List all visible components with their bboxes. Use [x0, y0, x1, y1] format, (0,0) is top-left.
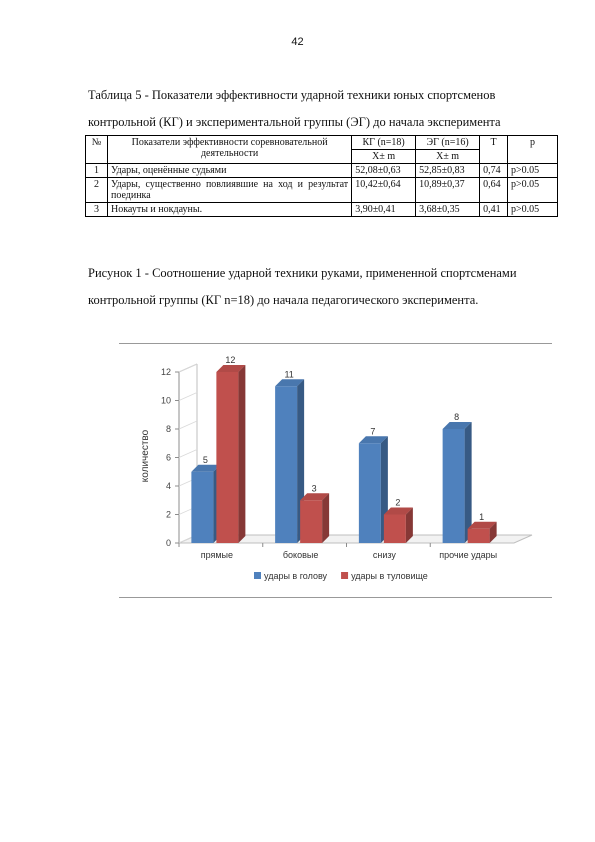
y-axis-label: количество [140, 429, 151, 483]
row-indicator: Удары, существенно повлиявшие на ход и результат поединка [107, 178, 351, 203]
x-tick-label: снизу [372, 550, 396, 560]
row-t: 0,41 [480, 203, 508, 217]
bar-value-label: 3 [311, 483, 317, 494]
row-p: p>0.05 [508, 164, 558, 178]
row-eg: 10,89±0,37 [416, 178, 480, 203]
header-t: T [480, 136, 508, 164]
table-row [86, 164, 558, 178]
bar-value-label: 1 [479, 511, 485, 522]
row-eg: 3,68±0,35 [416, 203, 480, 217]
row-indicator: Удары, оценённые судьями [107, 164, 351, 178]
bar [384, 515, 406, 544]
y-tick-label: 2 [165, 509, 171, 520]
figure-caption: Рисунок 1 - Соотношение ударной техники руками, примененной спортсменами контрольной группы (КГ n=18) до начала педагогического эксперимента. [88, 266, 517, 307]
row-kg: 52,08±0,63 [352, 164, 416, 178]
bar-value-label: 12 [225, 355, 236, 365]
y-tick-depth-line [179, 364, 197, 372]
x-tick-label: прямые [200, 550, 234, 560]
x-tick-label: прочие удары [439, 550, 498, 560]
table-caption: Таблица 5 - Показатели эффективности ударной техники юных спортсменов контрольной (КГ) и экспериментальной группы (ЭГ) до начала эксперимента [88, 88, 501, 129]
header-num: № [86, 136, 108, 164]
bar [359, 443, 381, 543]
bar [443, 429, 465, 543]
row-eg: 52,85±0,83 [416, 164, 480, 178]
bar-side [322, 493, 329, 543]
bar-side [238, 365, 245, 543]
bar-chart-svg [119, 344, 552, 597]
header-kg: КГ (n=18) [352, 136, 416, 150]
bar [191, 472, 213, 543]
header-indicator: Показатели эффективности соревновательной деятельности [107, 136, 351, 164]
row-kg: 10,42±0,64 [352, 178, 416, 203]
y-tick-label: 0 [165, 538, 171, 548]
bar-side [465, 422, 472, 543]
row-num: 2 [86, 178, 108, 203]
bar [216, 372, 238, 543]
bar-value-label: 2 [395, 497, 401, 508]
legend-label: удары в туловище [351, 571, 428, 581]
y-tick-label: 4 [165, 481, 171, 491]
bar [468, 529, 490, 543]
legend-swatch [254, 572, 261, 579]
bar-value-label: 8 [454, 412, 460, 422]
row-kg: 3,90±0,41 [352, 203, 416, 217]
y-tick-depth-line [179, 393, 197, 401]
row-indicator: Нокауты и нокдауны. [107, 203, 351, 217]
row-p: p>0.05 [508, 178, 558, 203]
page-number: 42 [291, 36, 304, 48]
row-num: 1 [86, 164, 108, 178]
table-header-row [86, 136, 558, 150]
legend-swatch [341, 572, 348, 579]
bar-value-label: 7 [370, 426, 376, 437]
y-tick-label: 8 [165, 424, 171, 434]
row-p: p>0.05 [508, 203, 558, 217]
legend-label: удары в голову [264, 571, 328, 581]
header-p: p [508, 136, 558, 164]
y-tick-label: 12 [160, 367, 171, 377]
bar-value-label: 11 [284, 369, 294, 380]
row-num: 3 [86, 203, 108, 217]
x-tick-label: боковые [282, 550, 319, 560]
y-tick-depth-line [179, 421, 197, 429]
header-kg-sub: X± m [352, 150, 416, 164]
y-tick-label: 10 [160, 395, 171, 406]
y-tick-depth-line [179, 450, 197, 458]
table-row [86, 178, 558, 203]
results-table [85, 135, 558, 217]
bar [300, 500, 322, 543]
table-row [86, 203, 558, 217]
header-eg-sub: X± m [416, 150, 480, 164]
y-tick-label: 6 [165, 452, 171, 463]
row-t: 0,64 [480, 178, 508, 203]
row-t: 0,74 [480, 164, 508, 178]
bar-value-label: 5 [202, 454, 208, 465]
bar-chart [119, 343, 552, 598]
bar [275, 386, 297, 543]
header-eg: ЭГ (n=16) [416, 136, 480, 150]
